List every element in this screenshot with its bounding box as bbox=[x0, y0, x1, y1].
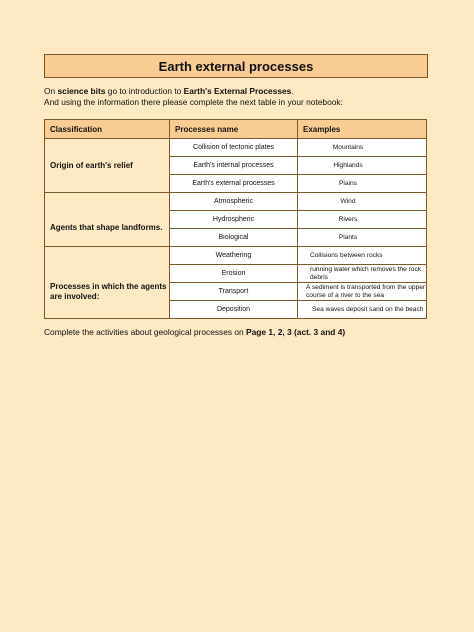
title-text: Earth external processes bbox=[158, 58, 314, 74]
example-text: A sediment is transported from the upper course of a river to the sea bbox=[306, 283, 426, 299]
example-cell bbox=[298, 193, 427, 211]
classification-cell: Processes in which the agents are involved: bbox=[45, 247, 170, 319]
intro-text: . bbox=[291, 86, 294, 96]
header-processes-name: Processes name bbox=[170, 120, 298, 139]
process-cell: Biological bbox=[170, 229, 298, 247]
classification-cell: Origin of earth's relief bbox=[45, 139, 170, 193]
example-text: Plains bbox=[339, 179, 357, 187]
example-cell bbox=[298, 247, 427, 265]
example-text: Plants bbox=[338, 233, 358, 241]
outro-text: Complete the activities about geological processes on bbox=[44, 327, 247, 337]
example-cell bbox=[298, 139, 427, 157]
process-cell: Weathering bbox=[170, 247, 298, 265]
process-cell: Earth's external processes bbox=[170, 175, 298, 193]
table-row bbox=[45, 247, 427, 265]
example-text: Sea waves deposit sand on the beach bbox=[312, 305, 424, 313]
example-text: Rivers bbox=[338, 215, 358, 223]
outro-bold-pages: Page 1, 2, 3 (act. 3 and 4) bbox=[246, 327, 346, 337]
intro-bold-science-bits: science bits bbox=[57, 86, 106, 96]
outro-paragraph bbox=[44, 327, 464, 337]
table-row bbox=[45, 193, 427, 211]
header-examples: Examples bbox=[298, 120, 427, 139]
process-cell: Atmospheric bbox=[170, 193, 298, 211]
intro-text: On bbox=[44, 86, 58, 96]
example-cell bbox=[298, 157, 427, 175]
intro-text: go to introduction to bbox=[105, 86, 184, 96]
page-title bbox=[44, 54, 428, 78]
intro-line-2: And using the information there please complete the next table in your notebook: bbox=[44, 97, 343, 107]
process-cell: Collision of tectonic plates bbox=[170, 139, 298, 157]
process-cell: Deposition bbox=[170, 301, 298, 319]
intro-bold-topic: Earth's External Processes bbox=[183, 86, 292, 96]
header-classification: Classification bbox=[45, 120, 170, 139]
example-text: Highlands bbox=[333, 161, 363, 169]
example-text: Mountains bbox=[332, 143, 364, 151]
example-text: Wind bbox=[340, 197, 356, 205]
processes-table bbox=[44, 119, 427, 319]
example-cell bbox=[298, 175, 427, 193]
process-cell: Transport bbox=[170, 283, 298, 301]
table-header-row bbox=[45, 120, 427, 139]
intro-paragraph bbox=[44, 86, 444, 108]
example-cell bbox=[298, 265, 427, 283]
table-row bbox=[45, 139, 427, 157]
process-cell: Earth's internal processes bbox=[170, 157, 298, 175]
process-cell: Erosion bbox=[170, 265, 298, 283]
example-cell bbox=[298, 211, 427, 229]
intro-line-1 bbox=[44, 86, 444, 97]
example-text: Collisions between rocks bbox=[310, 251, 383, 259]
example-cell bbox=[298, 301, 427, 319]
example-text: running water which removes the rock debris bbox=[310, 265, 422, 281]
process-cell: Hydrospheric bbox=[170, 211, 298, 229]
example-cell bbox=[298, 283, 427, 301]
classification-cell: Agents that shape landforms. bbox=[45, 193, 170, 247]
example-cell bbox=[298, 229, 427, 247]
